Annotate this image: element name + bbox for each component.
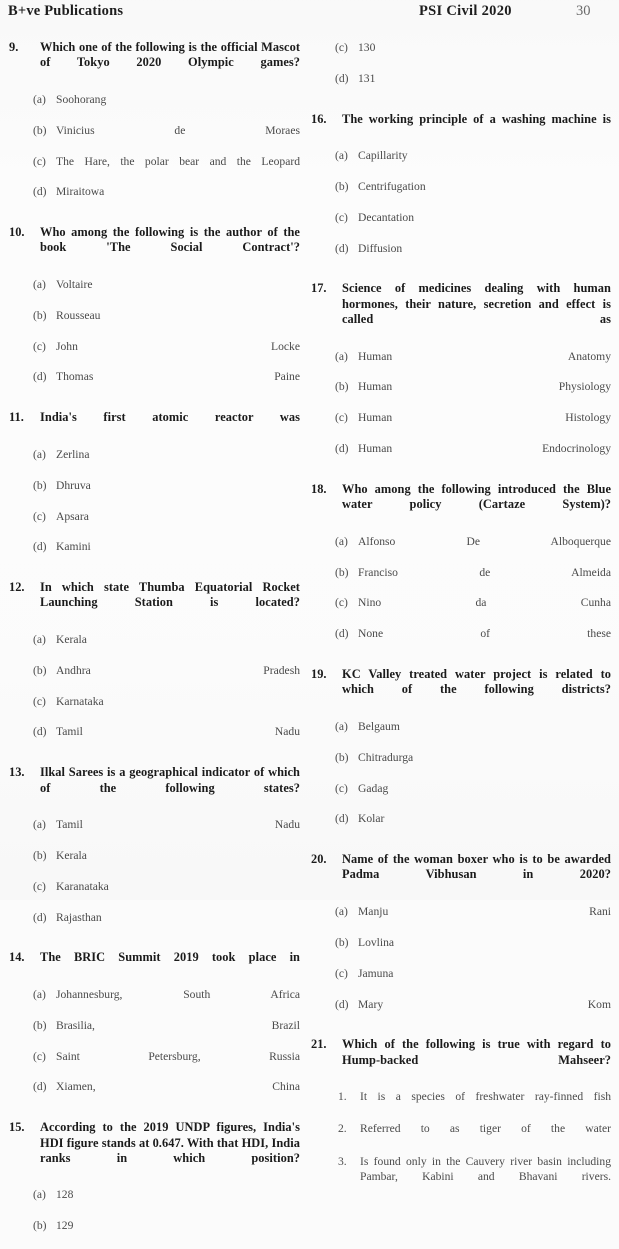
option-item[interactable] [8, 694, 300, 725]
option-item[interactable] [8, 123, 300, 154]
question-number: 20. [311, 852, 327, 867]
option-item[interactable] [8, 663, 300, 694]
option-label: (d) [335, 627, 349, 641]
option-item[interactable] [8, 308, 300, 339]
option-item[interactable] [310, 379, 611, 410]
option-text: Karanataka [56, 879, 109, 893]
option-label: (c) [335, 966, 348, 980]
option-item[interactable] [8, 1079, 300, 1110]
option-item[interactable] [8, 92, 300, 123]
option-text: None of these [358, 627, 611, 641]
question-text: KC Valley treated water project is related to which of the following districts? [342, 667, 611, 697]
option-item[interactable] [310, 935, 611, 966]
option-item[interactable] [8, 509, 300, 540]
option-item[interactable] [8, 724, 300, 755]
option-label: (c) [33, 1049, 46, 1063]
page-number: 30 [576, 3, 591, 19]
option-label: (c) [33, 879, 46, 893]
option-item[interactable] [8, 154, 300, 185]
option-text: Brasilia, Brazil [56, 1018, 300, 1032]
option-label: (b) [335, 750, 349, 764]
option-list [310, 1089, 611, 1200]
exam-title: PSI Civil 2020 [419, 3, 512, 19]
question-text: Who among the following introduced the Blue water policy (Cartaze System)? [342, 481, 611, 512]
option-text: Zerlina [56, 447, 90, 461]
option-label: (b) [335, 565, 349, 579]
publisher-name: B+ve Publications [8, 3, 124, 19]
option-text: Rousseau [56, 308, 101, 322]
question-text: India's first atomic reactor was [40, 410, 300, 425]
question-heading [310, 667, 611, 713]
statement-text: Referred to as tiger of the water [360, 1122, 611, 1136]
question-block [8, 950, 300, 1110]
right-column [310, 40, 611, 1184]
option-item[interactable] [8, 539, 300, 570]
option-label: (b) [33, 308, 47, 322]
option-list [8, 277, 300, 400]
option-label: (c) [33, 339, 46, 353]
question-text: Ilkal Sarees is a geographical indicator of which of the following states? [40, 765, 300, 795]
option-item[interactable] [310, 410, 611, 441]
question-number: 21. [311, 1037, 327, 1052]
question-text: In which state Thumba Equatorial Rocket Launching Station is located? [40, 580, 300, 610]
option-text: Xiamen, China [56, 1080, 300, 1094]
option-item[interactable] [8, 277, 300, 308]
option-label: (d) [33, 725, 47, 739]
question-text: The working principle of a washing machine is [342, 111, 611, 126]
option-list [310, 148, 611, 271]
question-block [310, 852, 611, 1027]
option-label: (b) [335, 380, 349, 394]
option-text: 130 [358, 41, 376, 54]
option-text: Andhra Pradesh [56, 663, 300, 677]
option-label: (c) [335, 41, 348, 54]
question-heading [8, 40, 300, 86]
option-text: Dhruva [56, 478, 91, 492]
option-text: Capillarity [358, 149, 408, 163]
option-label: (b) [33, 1018, 47, 1032]
statement-item[interactable] [310, 1121, 611, 1152]
option-label: (a) [335, 905, 348, 919]
question-number: 15. [9, 1120, 25, 1135]
statement-number: 1. [338, 1090, 347, 1104]
statement-text: Is found only in the Cauvery river basin including Pambar, Kabini and Bhavani rivers. [360, 1154, 611, 1184]
option-item[interactable] [310, 781, 611, 812]
question-block [310, 667, 611, 842]
option-label: (d) [335, 812, 349, 826]
option-label: (d) [33, 370, 47, 384]
option-item[interactable] [310, 148, 611, 179]
option-label: (c) [335, 781, 348, 795]
option-item[interactable] [310, 534, 611, 565]
option-text: Saint Petersburg, Russia [56, 1049, 300, 1063]
question-number: 18. [311, 481, 327, 496]
option-text: Centrifugation [358, 180, 426, 194]
option-text: Miraitowa [56, 185, 105, 199]
option-label: (c) [33, 154, 46, 168]
option-text: Decantation [358, 210, 415, 224]
option-text: Gadag [358, 781, 389, 795]
option-text: Kamini [56, 540, 91, 554]
question-text: The BRIC Summit 2019 took place in [40, 950, 300, 965]
option-label: (c) [335, 210, 348, 224]
question-text: According to the 2019 UNDP figures, India's HDI figure stands at 0.647. With that HDI, India ranks in which position? [40, 1120, 300, 1165]
option-item[interactable] [310, 441, 611, 472]
question-block [310, 1037, 611, 1200]
option-label: (a) [33, 633, 46, 647]
option-text: Jamuna [358, 966, 394, 980]
option-text: Chitradurga [358, 750, 414, 764]
option-text: Tamil Nadu [56, 818, 300, 832]
page-header [8, 3, 611, 25]
option-list [8, 447, 300, 570]
option-label: (a) [33, 278, 46, 292]
option-item[interactable] [310, 719, 611, 750]
question-block [8, 225, 300, 400]
question-number: 16. [311, 111, 327, 126]
option-label: (a) [335, 719, 348, 733]
question-number: 19. [311, 667, 327, 682]
question-heading [310, 281, 611, 342]
option-item[interactable] [310, 40, 611, 71]
option-label: (b) [335, 180, 349, 194]
option-list [8, 632, 300, 755]
question-heading [8, 765, 300, 811]
option-text: Vinicius de Moraes [56, 123, 300, 137]
option-label: (d) [33, 185, 47, 199]
statement-number: 3. [338, 1154, 347, 1168]
option-label: (b) [33, 848, 47, 862]
option-label: (d) [335, 442, 349, 456]
question-block [310, 112, 611, 272]
question-number: 14. [9, 950, 25, 965]
option-label: (b) [33, 1219, 47, 1233]
option-item[interactable] [8, 987, 300, 1018]
option-list [8, 817, 300, 940]
option-list [310, 349, 611, 472]
option-text: Human Histology [358, 411, 611, 425]
option-item[interactable] [310, 241, 611, 272]
option-item[interactable] [310, 210, 611, 241]
option-text: Karnataka [56, 694, 104, 708]
question-heading [310, 112, 611, 143]
question-block [310, 281, 611, 471]
question-heading [310, 482, 611, 528]
option-text: Belgaum [358, 719, 400, 733]
question-number: 13. [9, 765, 25, 780]
question-heading [8, 950, 300, 981]
option-label: (a) [335, 349, 348, 363]
option-item[interactable] [8, 339, 300, 370]
option-label: (d) [33, 910, 47, 924]
option-text: Thomas Paine [56, 370, 300, 384]
option-label: (a) [33, 988, 46, 1001]
option-label: (b) [33, 478, 47, 492]
option-label: (c) [335, 596, 348, 610]
option-list [310, 904, 611, 1027]
option-item[interactable] [8, 447, 300, 478]
question-block [310, 482, 611, 657]
option-item[interactable] [8, 910, 300, 941]
option-label: (a) [335, 534, 348, 548]
option-text: Soohorang [56, 92, 107, 106]
left-column [8, 40, 300, 1233]
option-text: Rajasthan [56, 910, 102, 924]
question-number: 11. [9, 410, 24, 425]
option-text: Johannesburg, South Africa [56, 988, 300, 1001]
option-label: (a) [33, 447, 46, 461]
statement-text: It is a species of freshwater ray-finned fish [360, 1090, 611, 1104]
question-number: 12. [9, 580, 25, 595]
question-heading [8, 410, 300, 441]
question-block [8, 40, 300, 215]
statement-item[interactable] [310, 1154, 611, 1201]
question-heading [8, 1120, 300, 1181]
option-text: Mary Kom [358, 997, 611, 1011]
option-text: 131 [358, 71, 376, 85]
option-item[interactable] [8, 369, 300, 400]
option-text: 128 [56, 1188, 74, 1202]
option-text: Human Anatomy [358, 349, 611, 363]
option-item[interactable] [8, 1018, 300, 1049]
statement-item[interactable] [310, 1089, 611, 1120]
option-label: (c) [33, 509, 46, 523]
option-item[interactable] [310, 811, 611, 842]
option-text: Diffusion [358, 241, 403, 255]
option-text: Apsara [56, 509, 89, 523]
question-text: Science of medicines dealing with human hormones, their nature, secretion and effect is called as [342, 281, 611, 327]
option-label: (a) [33, 92, 46, 106]
option-label: (d) [33, 1080, 47, 1094]
question-heading [8, 580, 300, 626]
option-label: (b) [335, 935, 349, 949]
option-item[interactable] [8, 1218, 300, 1249]
option-label: (c) [33, 694, 46, 708]
option-text: Voltaire [56, 278, 93, 292]
option-item[interactable] [8, 1187, 300, 1218]
option-text: Kolar [358, 812, 385, 826]
option-text: Tamil Nadu [56, 725, 300, 739]
option-list [8, 92, 300, 215]
option-list [8, 1187, 300, 1249]
option-item[interactable] [310, 71, 611, 102]
option-text: Human Physiology [358, 380, 611, 394]
option-label: (a) [33, 1188, 46, 1202]
option-item[interactable] [310, 349, 611, 380]
question-text: Which of the following is true with regard to Hump-backed Mahseer? [342, 1037, 611, 1067]
question-text: Which one of the following is the official Mascot of Tokyo 2020 Olympic games? [40, 40, 300, 70]
option-text: Kerala [56, 633, 87, 647]
question-block [310, 40, 611, 102]
option-text: 129 [56, 1219, 74, 1233]
question-number: 9. [9, 40, 19, 54]
option-label: (d) [335, 997, 349, 1011]
option-text: The Hare, the polar bear and the Leopard [56, 154, 300, 168]
option-item[interactable] [310, 565, 611, 596]
option-label: (c) [335, 411, 348, 425]
question-heading [8, 225, 300, 271]
option-text: Manju Rani [358, 905, 611, 919]
option-item[interactable] [8, 879, 300, 910]
statement-number: 2. [338, 1122, 347, 1136]
option-item[interactable] [8, 848, 300, 879]
option-item[interactable] [310, 997, 611, 1028]
option-label: (d) [33, 540, 47, 554]
option-item[interactable] [310, 626, 611, 657]
option-list [310, 534, 611, 657]
option-item[interactable] [310, 904, 611, 935]
option-item[interactable] [8, 632, 300, 663]
option-text: Lovlina [358, 935, 395, 949]
option-text: Human Endocrinology [358, 442, 611, 456]
option-text: Franciso de Almeida [358, 565, 611, 579]
question-number: 17. [311, 281, 327, 296]
question-number: 10. [9, 225, 25, 240]
question-block [8, 765, 300, 940]
option-list [310, 40, 611, 102]
option-label: (a) [335, 149, 348, 163]
option-list [8, 987, 300, 1110]
option-item[interactable] [8, 478, 300, 509]
option-label: (d) [335, 241, 349, 255]
option-item[interactable] [310, 179, 611, 210]
option-text: Alfonso De Alboquerque [358, 534, 611, 548]
option-item[interactable] [8, 184, 300, 215]
question-text: Who among the following is the author of the book 'The Social Contract'? [40, 225, 300, 255]
option-text: Nino da Cunha [358, 596, 611, 610]
option-label: (d) [335, 71, 349, 85]
option-item[interactable] [310, 595, 611, 626]
question-text: Name of the woman boxer who is to be awarded Padma Vibhusan in 2020? [342, 852, 611, 882]
option-list [310, 719, 611, 842]
option-item[interactable] [8, 817, 300, 848]
option-label: (a) [33, 818, 46, 832]
option-item[interactable] [8, 1049, 300, 1080]
option-item[interactable] [310, 750, 611, 781]
question-heading [310, 1037, 611, 1083]
question-columns [0, 40, 619, 1233]
option-text: John Locke [56, 339, 300, 353]
option-label: (b) [33, 123, 47, 137]
question-block [8, 580, 300, 755]
option-item[interactable] [310, 966, 611, 997]
question-block [8, 410, 300, 570]
question-block [8, 1120, 300, 1249]
option-label: (b) [33, 663, 47, 677]
question-heading [310, 852, 611, 898]
option-text: Kerala [56, 848, 87, 862]
